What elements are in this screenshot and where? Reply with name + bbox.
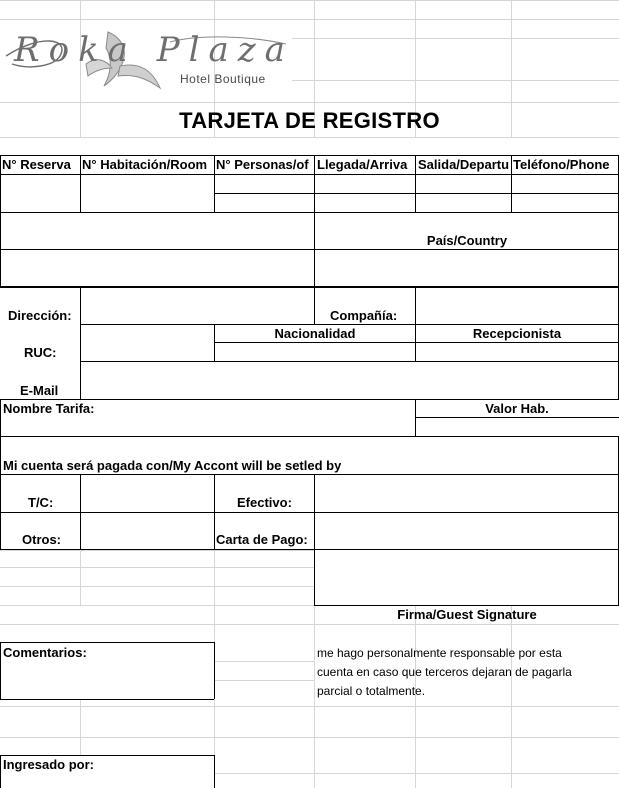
pais-field[interactable] (315, 250, 618, 286)
otros-label: Otros: (22, 532, 61, 547)
logo-wordmark: Roka Plaza (14, 30, 294, 70)
direccion-field[interactable] (81, 288, 314, 324)
email-label: E-Mail (20, 383, 59, 398)
efectivo-field[interactable] (315, 475, 618, 512)
nombre-tarifa-field[interactable] (1, 418, 415, 436)
reserva-field[interactable] (1, 175, 80, 212)
otros-field[interactable] (81, 513, 214, 549)
comentarios-field[interactable] (1, 662, 214, 699)
efectivo-label: Efectivo: (237, 495, 292, 510)
llegada-field[interactable] (315, 175, 415, 212)
carta-pago-label: Carta de Pago: (216, 532, 308, 547)
telefono-field[interactable] (512, 175, 618, 212)
ruc-field[interactable] (81, 325, 214, 361)
carta-pago-field[interactable] (315, 513, 618, 549)
header-telefono: Teléfono/Phone (513, 157, 610, 172)
header-salida: Salida/Departu (418, 157, 510, 172)
header-habitacion: N° Habitación/Room (82, 157, 208, 172)
page-title: TARJETA DE REGISTRO (179, 108, 440, 133)
ruc-label: RUC: (24, 345, 57, 360)
logo-subtitle: Hotel Boutique (180, 72, 266, 86)
valor-hab-label: Valor Hab. (485, 401, 549, 416)
header-reserva: N° Reserva (2, 157, 71, 172)
tc-label: T/C: (28, 495, 54, 510)
recepcionista-label: Recepcionista (472, 326, 562, 341)
habitacion-field[interactable] (81, 175, 214, 212)
disclaimer-line-3: parcial o totalmente. (317, 684, 426, 698)
ingresado-label: Ingresado por: (3, 757, 95, 772)
ingresado-field[interactable] (1, 774, 214, 788)
signature-field[interactable] (315, 550, 618, 605)
direccion-label: Dirección: (8, 308, 72, 323)
compania-field[interactable] (416, 288, 618, 324)
header-personas: N° Personas/of (216, 157, 309, 172)
compania-label: Compañía: (330, 308, 398, 323)
hotel-logo (0, 26, 292, 96)
pais-label: País/Country (426, 233, 508, 248)
nacionalidad-field[interactable] (215, 343, 415, 361)
comentarios-label: Comentarios: (3, 645, 87, 660)
salida-field[interactable] (416, 175, 511, 212)
firma-label: Firma/Guest Signature (397, 607, 537, 622)
cuenta-label: Mi cuenta será pagada con/My Accont will be setled by (3, 458, 342, 473)
personas-field[interactable] (215, 175, 314, 212)
valor-hab-field[interactable] (416, 418, 618, 436)
disclaimer-line-2: cuenta en caso que terceros dejaran de pagarla (317, 665, 572, 679)
header-llegada: Llegada/Arriva (317, 157, 408, 172)
guest-name-field[interactable] (1, 213, 314, 286)
nacionalidad-label: Nacionalidad (274, 326, 356, 341)
disclaimer-line-1: me hago personalmente responsable por esta (317, 646, 562, 660)
tc-field[interactable] (81, 475, 214, 512)
email-field[interactable] (81, 362, 618, 399)
recepcionista-field[interactable] (416, 343, 618, 361)
nombre-tarifa-label: Nombre Tarifa: (3, 401, 95, 416)
